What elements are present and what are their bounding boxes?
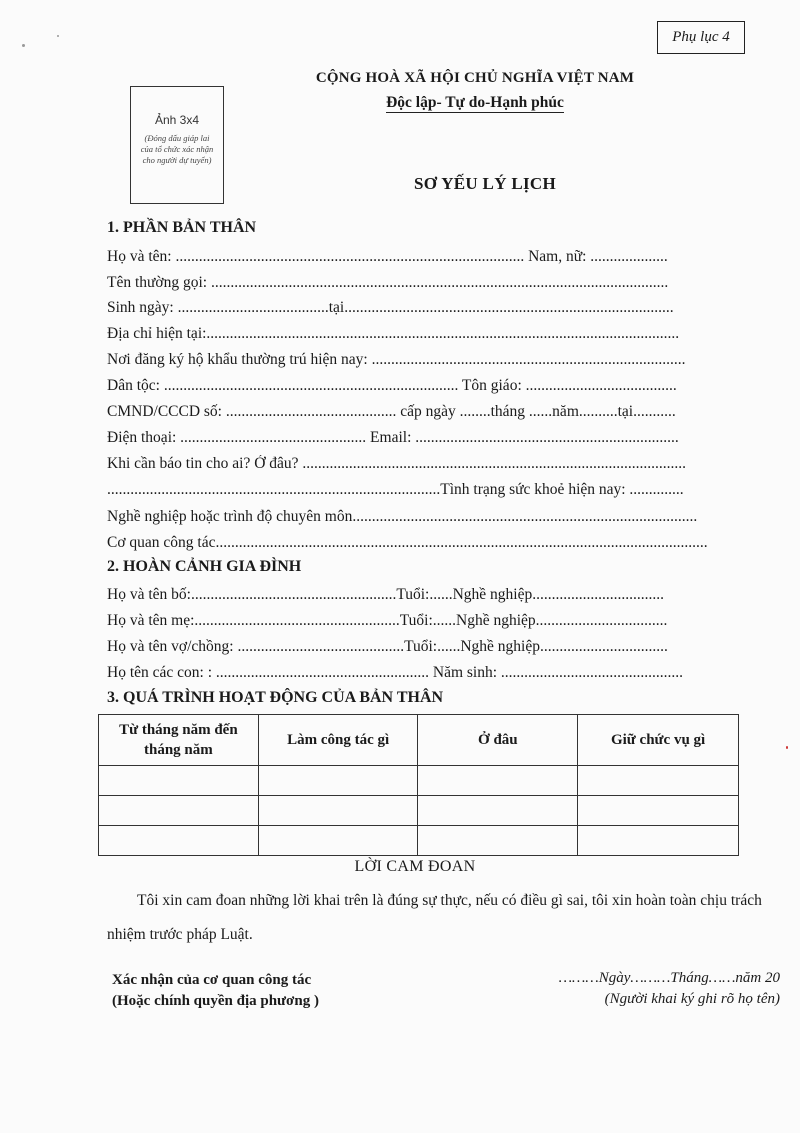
form-line-emergency-contact: Khi cần báo tin cho ai? Ở đâu? ...................................................................................................	[107, 455, 687, 472]
table-header-row	[99, 715, 739, 766]
section-2-heading: 2. HOÀN CẢNH GIA ĐÌNH	[107, 558, 302, 575]
photo-placeholder-box	[130, 86, 224, 204]
signature-block	[500, 968, 780, 1010]
table-cell	[258, 826, 418, 856]
table-cell	[578, 826, 739, 856]
table-cell	[418, 826, 578, 856]
work-history-table	[98, 714, 739, 856]
scan-speck	[22, 44, 25, 47]
confirmation-line-1: Xác nhận của cơ quan công tác	[112, 972, 312, 988]
confirmation-line-2: (Hoặc chính quyền địa phương )	[112, 993, 319, 1009]
motto-text: Độc lập- Tự do-Hạnh phúc	[386, 94, 564, 111]
table-cell	[578, 796, 739, 826]
document-title: SƠ YẾU LÝ LỊCH	[414, 174, 556, 193]
table-row	[99, 796, 739, 826]
signature-date-line: ………Ngày………Tháng……năm 20	[558, 970, 780, 986]
signature-note: (Người khai ký ghi rõ họ tên)	[604, 991, 780, 1007]
pledge-title: LỜI CAM ĐOAN	[354, 858, 476, 875]
form-line-mother: Họ và tên mẹ:.....................................................Tuổi:......Nghề nghiệp..................................	[107, 612, 668, 629]
form-line-registered-residence: Nơi đăng ký hộ khẩu thường trú hiện nay: .................................................................................	[107, 351, 686, 368]
form-line-phone-email: Điện thoại: ................................................ Email: ....................................................................	[107, 429, 679, 446]
table-header-job: Làm công tác gì	[258, 715, 418, 766]
table-cell	[418, 766, 578, 796]
form-line-father: Họ và tên bố:.....................................................Tuổi:......Nghề nghiệp..................................	[107, 586, 664, 603]
scan-speck	[786, 746, 788, 749]
photo-note: (Đóng dấu giáp lai của tổ chức xác nhận cho người dự tuyển)	[140, 133, 214, 165]
table-row	[99, 826, 739, 856]
nation-heading: CỘNG HOÀ XÃ HỘI CHỦ NGHĨA VIỆT NAM	[315, 70, 635, 86]
form-line-birth: Sinh ngày: .......................................tại.....................................................................................	[107, 299, 674, 316]
table-header-location: Ở đâu	[418, 715, 578, 766]
form-line-profession: Nghề nghiệp hoặc trình độ chuyên môn.........................................................................................	[107, 508, 698, 525]
scan-speck	[57, 35, 59, 37]
annex-label: Phụ lục 4	[657, 21, 745, 54]
form-line-current-address: Địa chỉ hiện tại:..........................................................................................................................	[107, 325, 680, 342]
section-3-heading: 3. QUÁ TRÌNH HOẠT ĐỘNG CỦA BẢN THÂN	[107, 689, 444, 706]
table-cell	[258, 766, 418, 796]
form-line-workplace: Cơ quan công tác...............................................................................................................................	[107, 534, 708, 551]
form-line-nickname: Tên thường gọi: ......................................................................................................................	[107, 274, 669, 291]
table-cell	[418, 796, 578, 826]
pledge-body: Tôi xin cam đoan những lời khai trên là đúng sự thực, nếu có điều gì sai, tôi xin hoàn toàn chịu trách nhiệm trước pháp Luật.	[107, 892, 762, 943]
form-line-full-name: Họ và tên: .......................................................................................... Nam, nữ: ....................	[107, 248, 668, 265]
table-header-position: Giữ chức vụ gì	[578, 715, 739, 766]
form-line-ethnicity-religion: Dân tộc: ............................................................................ Tôn giáo: .......................................	[107, 377, 677, 394]
table-header-period: Từ tháng năm đến tháng năm	[99, 715, 259, 766]
table-row	[99, 766, 739, 796]
section-1-heading: 1. PHẦN BẢN THÂN	[107, 219, 257, 236]
table-cell	[99, 796, 259, 826]
table-cell	[99, 826, 259, 856]
photo-title: Ảnh 3x4	[154, 113, 200, 127]
motto-heading	[300, 94, 650, 112]
form-line-spouse: Họ và tên vợ/chồng: ...........................................Tuổi:......Nghề nghiệp.................................	[107, 638, 668, 655]
form-line-children: Họ tên các con: : ....................................................... Năm sinh: ...............................................	[107, 664, 684, 681]
form-line-id-card: CMND/CCCD số: ............................................ cấp ngày ........tháng ......năm..........tại...........	[107, 403, 676, 420]
form-line-health: ......................................................................................Tình trạng sức khoẻ hiện nay: ..............	[107, 481, 684, 498]
table-cell	[578, 766, 739, 796]
table-cell	[258, 796, 418, 826]
table-cell	[99, 766, 259, 796]
confirmation-block	[112, 970, 372, 1012]
